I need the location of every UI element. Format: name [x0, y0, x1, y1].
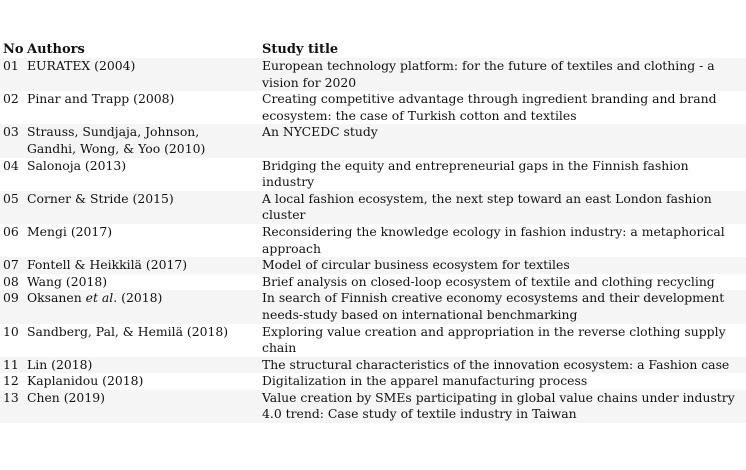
row-authors: Chen (2019) [27, 389, 105, 405]
table-row [0, 191, 746, 224]
table-row [0, 158, 746, 191]
header-study-title: Study title [262, 42, 339, 57]
row-authors: Corner & Stride (2015) [27, 190, 174, 206]
header-authors: Authors [27, 42, 85, 57]
row-authors: Mengi (2017) [27, 223, 113, 239]
row-authors: Pinar and Trapp (2008) [27, 91, 175, 107]
row-number: 08 [3, 273, 19, 289]
row-authors: Kaplanidou (2018) [27, 373, 144, 389]
table-row [0, 373, 746, 390]
table-row [0, 324, 746, 357]
row-number: 03 [3, 124, 19, 140]
table-row [0, 224, 746, 257]
table-row [0, 357, 746, 374]
authors-name: Oksanen [27, 290, 86, 306]
row-study-title: Value creation by SMEs participating in global value chains under industry 4.0 trend: Case study of textile industry in Taiwan [262, 389, 735, 422]
row-study-title: A local fashion ecosystem, the next step toward an east London fashion cluster [262, 190, 712, 223]
header-no: No [3, 42, 24, 57]
row-authors [27, 290, 252, 307]
row-number: 05 [3, 190, 19, 206]
row-number: 02 [3, 91, 19, 107]
row-authors: Lin (2018) [27, 356, 93, 372]
row-study-title: Bridging the equity and entrepreneurial gaps in the Finnish fashion industry [262, 157, 689, 190]
row-number: 06 [3, 223, 19, 239]
row-number: 12 [3, 373, 19, 389]
row-study-title: European technology platform: for the future of textiles and clothing - a vision for 2020 [262, 58, 715, 90]
row-number: 04 [3, 157, 19, 173]
table-row [0, 91, 746, 124]
row-study-title: In search of Finnish creative economy ecosystems and their development needs-study based on international benchmarking [262, 290, 725, 322]
row-study-title: Digitalization in the apparel manufacturing process [262, 373, 588, 389]
table-row [0, 257, 746, 274]
row-number: 11 [3, 356, 19, 372]
row-study-title: Model of circular business ecosystem for textiles [262, 257, 570, 273]
table-row [0, 124, 746, 157]
row-study-title: Creating competitive advantage through ingredient branding and brand ecosystem: the case of Turkish cotton and textiles [262, 91, 717, 123]
row-study-title: An NYCEDC study [262, 124, 378, 140]
authors-et-al: et al. [85, 290, 118, 306]
study-table [0, 41, 746, 423]
table-header [0, 41, 746, 58]
table-row [0, 390, 746, 423]
table-row [0, 290, 746, 323]
table-row [0, 58, 746, 91]
row-authors: Salonoja (2013) [27, 157, 127, 173]
row-number: 09 [3, 290, 19, 306]
row-number: 07 [3, 257, 19, 273]
row-authors: Wang (2018) [27, 273, 108, 289]
row-authors: Fontell & Heikkilä (2017) [27, 257, 188, 273]
row-study-title: Reconsidering the knowledge ecology in fashion industry: a metaphorical approach [262, 223, 725, 256]
row-number: 13 [3, 389, 19, 405]
table-row [0, 274, 746, 291]
authors-year: (2018) [117, 290, 163, 306]
row-study-title: The structural characteristics of the innovation ecosystem: a Fashion case [262, 356, 730, 372]
row-authors: EURATEX (2004) [27, 58, 136, 73]
row-number: 01 [3, 58, 19, 73]
row-number: 10 [3, 323, 19, 339]
row-authors: Strauss, Sundjaja, Johnson, Gandhi, Wong, & Yoo (2010) [27, 124, 206, 156]
row-study-title: Exploring value creation and appropriation in the reverse clothing supply chain [262, 323, 726, 356]
row-authors: Sandberg, Pal, & Hemilä (2018) [27, 323, 229, 339]
table-body [0, 58, 746, 423]
row-study-title: Brief analysis on closed-loop ecosystem of textile and clothing recycling [262, 273, 715, 289]
